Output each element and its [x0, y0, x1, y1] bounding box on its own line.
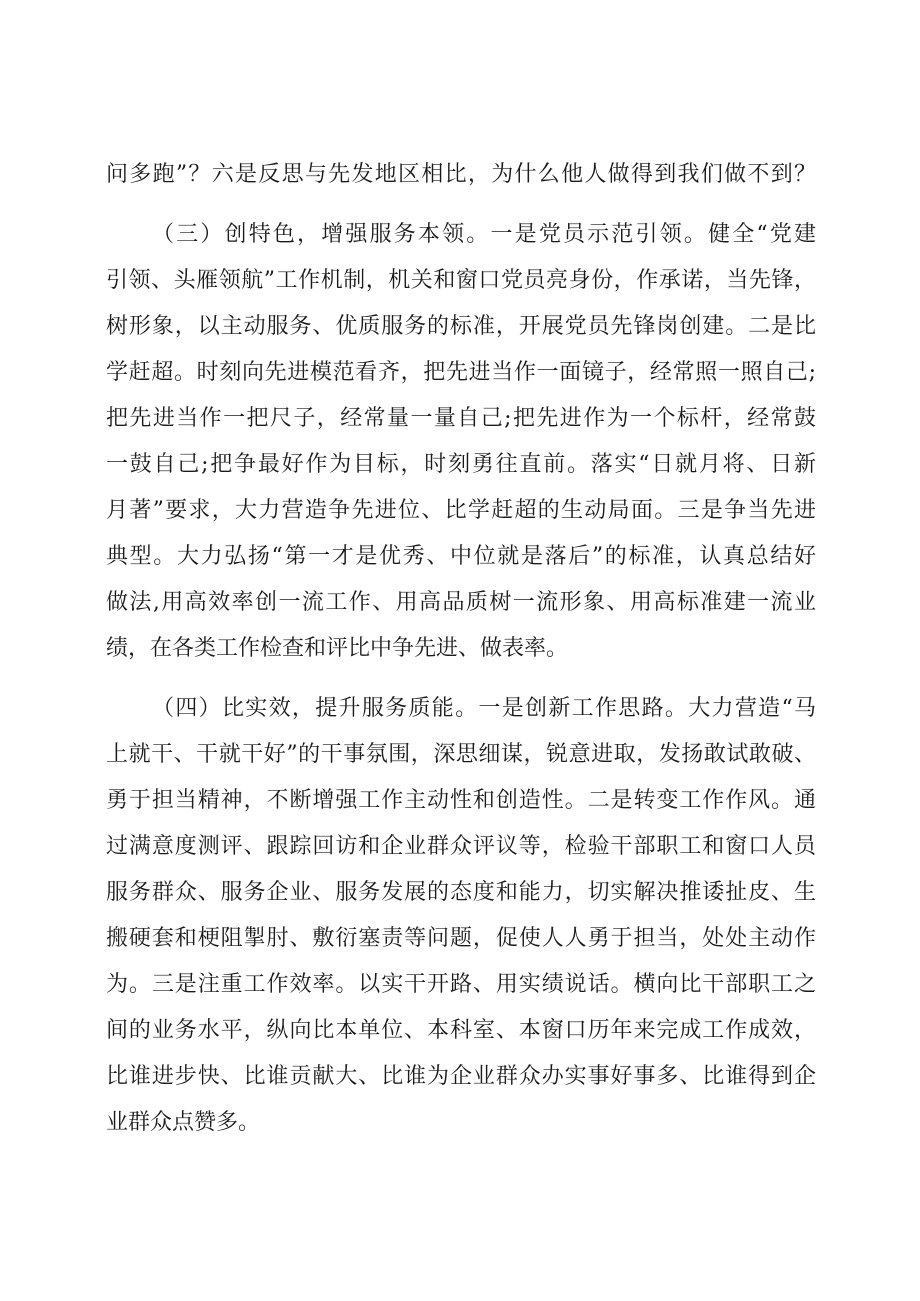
text-line: 把先进当作一把尺子，经常量一量自己;把先进作为一个标杆，经常鼓	[106, 406, 816, 431]
text-line: 上就干、干就干好”的干事氛围，深思细谋，锐意进取，发扬敢试敢破、	[106, 742, 816, 767]
text-line: 典型。大力弘扬“第一才是优秀、中位就是落后”的标准，认真总结好	[106, 544, 816, 569]
text-line: 树形象，以主动服务、优质服务的标准，开展党员先锋岗创建。二是比	[106, 314, 816, 339]
paragraph-continuation	[106, 152, 816, 198]
paragraph-spacing	[106, 672, 816, 686]
text-line: 月著”要求，大力营造争先进位、比学赶超的生动局面。三是争当先进	[106, 498, 816, 523]
text-line: 勇于担当精神，不断增强工作主动性和创造性。二是转变工作作风。通	[106, 788, 816, 813]
text-line: 为。三是注重工作效率。以实干开路、用实绩说话。横向比干部职工之	[106, 972, 816, 997]
text-line: 比谁进步快、比谁贡献大、比谁为企业群众办实事好事多、比谁得到企	[106, 1064, 816, 1089]
document-body	[106, 152, 816, 1146]
text-line: （四）比实效，提升服务质能。一是创新工作思路。大力营造“马	[152, 696, 816, 721]
text-line: 学赶超。时刻向先进模范看齐，把先进当作一面镜子，经常照一照自己;	[106, 360, 816, 385]
text-line: 做法,用高效率创一流工作、用高品质树一流形象、用高标准建一流业	[106, 590, 816, 615]
text-line: 绩，在各类工作检查和评比中争先进、做表率。	[106, 636, 569, 661]
text-line: 问多跑”？六是反思与先发地区相比，为什么他人做得到我们做不到？	[106, 162, 816, 187]
text-line: 引领、头雁领航”工作机制，机关和窗口党员亮身份，作承诺，当先锋，	[106, 268, 816, 293]
text-line: 服务群众、服务企业、服务发展的态度和能力，切实解决推诿扯皮、生	[106, 880, 816, 905]
paragraph-spacing	[106, 198, 816, 212]
text-line: 过满意度测评、跟踪回访和企业群众评议等，检验干部职工和窗口人员	[106, 834, 816, 859]
text-line: 业群众点赞多。	[106, 1110, 261, 1135]
text-line: 间的业务水平，纵向比本单位、本科室、本窗口历年来完成工作成效，	[106, 1018, 816, 1043]
text-line: 搬硬套和梗阻掣肘、敷衍塞责等问题，促使人人勇于担当，处处主动作	[106, 926, 816, 951]
paragraph-section-3	[106, 212, 816, 672]
text-line: 一鼓自己;把争最好作为目标，时刻勇往直前。落实“日就月将、日新	[106, 452, 816, 477]
text-line: （三）创特色，增强服务本领。一是党员示范引领。健全“党建	[152, 222, 816, 247]
paragraph-section-4	[106, 686, 816, 1146]
